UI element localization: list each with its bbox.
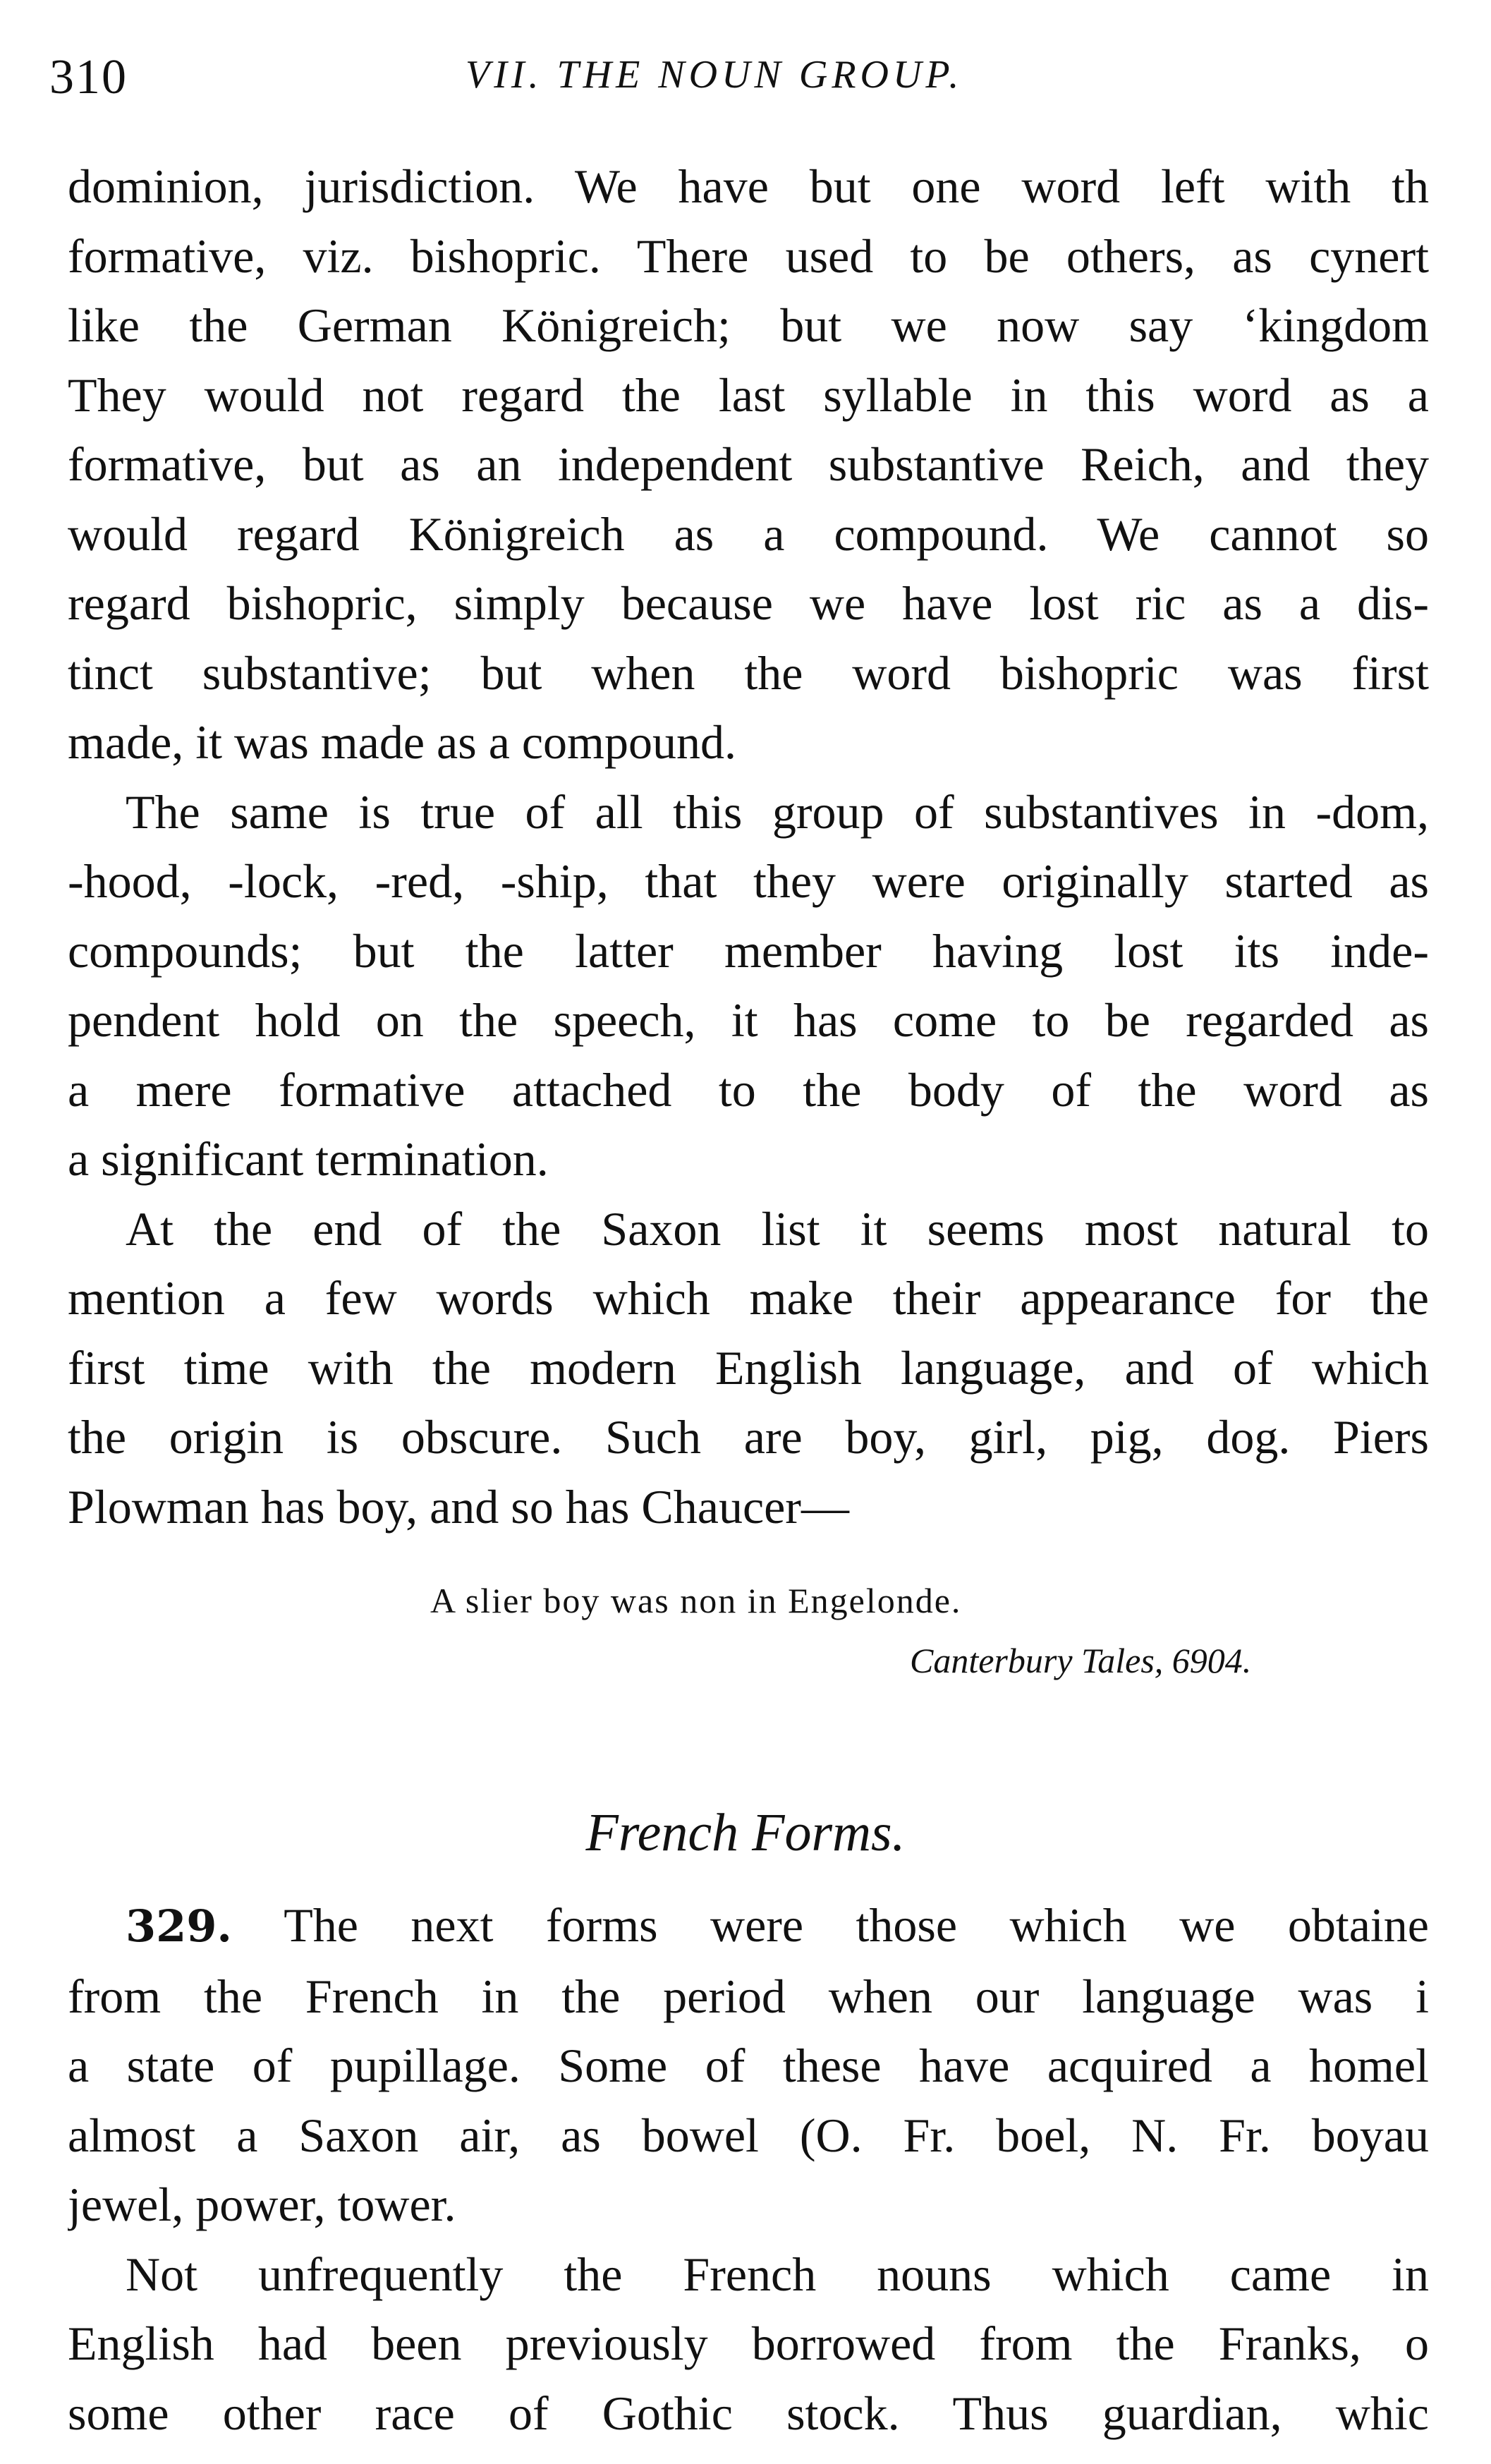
quote-citation: Canterbury Tales, 6904. [910,1641,1252,1680]
paragraph-number: 329. [126,1900,233,1952]
text-line: Plowman has boy, and so has Chaucer— [68,1479,849,1534]
text-line: dominion, jurisdiction. We have but one word left with th [68,159,1429,213]
running-head: VII. THE NOUN GROUP. [465,53,963,97]
text-line: compounds; but the latter member having lost its inde- [68,923,1429,978]
text-line: made, it was made as a compound. [68,715,736,769]
text-line: some other race of Gothic stock. Thus guardian, whic [68,2386,1429,2440]
text-line: regard bishopric, simply because we have lost ric as a dis- [68,576,1429,630]
text-line: Not unfrequently the French nouns which came in [126,2247,1429,2301]
paragraph-3 [68,1194,1429,1542]
text-line: would regard Königreich as a compound. We cannot so [68,506,1429,561]
text-line: the origin is obscure. Such are boy, girl, pig, dog. Piers [68,1410,1429,1464]
text-line: At the end of the Saxon list it seems most natural to [126,1201,1429,1256]
section-heading: French Forms. [585,1803,906,1862]
text-line: first time with the modern English language, and of which [68,1340,1429,1395]
page-number: 310 [49,50,128,104]
text-line: mention a few words which make their appearance for the [68,1271,1429,1325]
text-line [68,1891,1429,1962]
paragraph-1 [68,152,1429,777]
text-line-content: The next forms were those which we obtaine [284,1898,1429,1952]
text-line: a mere formative attached to the body of the word as [68,1062,1429,1117]
text-line: from the French in the period when our language was i [68,1969,1429,2023]
quote-text: A slier boy was non in Engelonde. [430,1581,962,1620]
text-line: formative, but as an independent substantive Reich, and they [68,437,1429,491]
text-line: tinct substantive; but when the word bishopric was first [68,645,1429,700]
page-header [0,42,1491,113]
paragraph-5 [68,2240,1429,2448]
text-line: a state of pupillage. Some of these have acquired a homel [68,2039,1429,2092]
text-line: jewel, power, tower. [68,2178,456,2231]
text-line: a significant termination. [68,1132,549,1186]
text-line: pendent hold on the speech, it has come to be regarded as [68,993,1429,1047]
paragraph-2 [68,777,1429,1194]
main-text [68,152,1429,1541]
paragraph-4 [68,1891,1429,2240]
text-line: The same is true of all this group of substantives in -dom, [126,784,1429,839]
text-line: English had been previously borrowed from the Franks, o [68,2317,1429,2370]
section-text [68,1891,1429,2448]
text-line: -hood, -lock, -red, -ship, that they were originally started as [68,854,1429,908]
text-line: formative, viz. bishopric. There used to be others, as cynert [68,229,1429,283]
text-line: almost a Saxon air, as bowel (O. Fr. boel, N. Fr. boyau [68,2108,1429,2162]
text-line: like the German Königreich; but we now say ‘kingdom [68,298,1429,352]
text-line: They would not regard the last syllable in this word as a [68,368,1429,422]
